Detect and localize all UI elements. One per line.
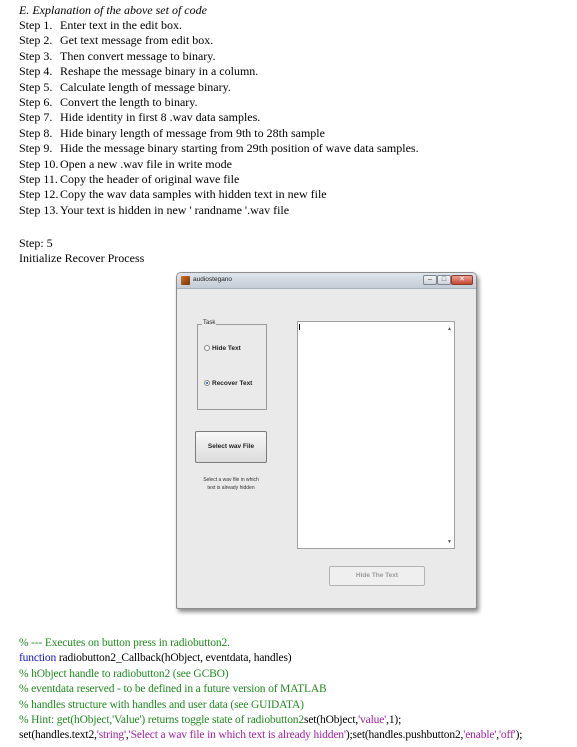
radio-hide-text[interactable] <box>204 345 241 352</box>
maximize-icon[interactable]: □ <box>437 275 451 285</box>
step-text: Copy the wav data samples with hidden text in new file <box>60 187 327 202</box>
close-icon[interactable]: ✕ <box>451 275 473 285</box>
step-item <box>19 126 419 141</box>
code-comment-line: % --- Executes on button press in radiobutton2. <box>19 637 230 649</box>
step-label: Step 7. <box>19 110 53 125</box>
step-label: Step 5. <box>19 79 53 94</box>
step-item <box>19 18 419 33</box>
step-text: Copy the header of original wave file <box>60 171 240 186</box>
text-caret <box>299 324 300 330</box>
step-label: Step 8. <box>19 125 53 140</box>
step5-label: Step: 5 <box>19 236 53 250</box>
code-set-line <box>19 728 522 743</box>
hint-line-2: text is already hidden <box>207 485 255 491</box>
step-text: Reshape the message binary in a column. <box>60 64 259 79</box>
code-string: 'string' <box>96 729 126 742</box>
code-comment-line: % eventdata reserved - to be defined in a future version of MATLAB <box>19 683 327 696</box>
scroll-down-icon[interactable]: ▼ <box>447 539 452 545</box>
select-wav-file-button[interactable]: Select wav File <box>195 431 267 463</box>
step-text: Calculate length of message binary. <box>60 79 231 94</box>
app-icon <box>181 276 190 285</box>
minimize-icon[interactable]: – <box>423 275 437 285</box>
title-bar[interactable] <box>177 273 476 289</box>
code-comment-line: % handles structure with handles and user data (see GUIDATA) <box>19 698 304 711</box>
step-text: Hide the message binary starting from 29th position of wave data samples. <box>60 141 419 156</box>
step-item <box>19 64 419 79</box>
step-label: Step 12. <box>19 187 59 202</box>
step-label: Step 2. <box>19 33 53 48</box>
step-text: Enter text in the edit box. <box>60 18 182 32</box>
step-text: Hide identity in first 8 .wav data samples. <box>60 110 261 125</box>
section-heading: E. Explanation of the above set of code <box>19 3 207 17</box>
code-function-line <box>19 651 522 666</box>
step-item <box>19 110 419 125</box>
radio-recover-text[interactable] <box>204 380 252 387</box>
step5-caption: Initialize Recover Process <box>19 251 145 266</box>
radio-unselected-icon <box>204 345 210 351</box>
step-label: Step 10. <box>19 156 59 171</box>
code-string: 'value' <box>358 713 387 726</box>
code-comment: % Hint: get(hObject,'Value') returns toggle state of radiobutton2 <box>19 713 305 726</box>
step-text: Open a new .wav file in write mode <box>60 156 232 171</box>
step-item <box>19 80 419 95</box>
step5-block <box>19 236 144 267</box>
code-keyword: function <box>19 652 57 665</box>
step-text: Hide binary length of message from 9th to 28th sample <box>60 125 325 140</box>
code-text: );set(handles.pushbutton2, <box>345 729 464 742</box>
step-item <box>19 172 419 187</box>
task-panel-label: Task <box>203 320 216 326</box>
code-comment-line: % hObject handle to radiobutton2 (see GCBO) <box>19 667 229 680</box>
step-label: Step 1. <box>19 18 53 32</box>
radio-selected-icon <box>204 380 210 386</box>
step-text: Then convert message to binary. <box>60 48 216 63</box>
code-text: , <box>496 729 499 742</box>
step-item <box>19 33 419 48</box>
step-item <box>19 95 419 110</box>
step-label: Step 9. <box>19 141 53 156</box>
step-item <box>19 157 419 172</box>
code-text: radiobutton2_Callback(hObject, eventdata, handles) <box>56 652 292 665</box>
step-item <box>19 203 419 218</box>
step-item <box>19 49 419 64</box>
code-string: 'Select a wav file in which text is already hidden' <box>128 729 346 742</box>
radio-hide-text-label: Hide Text <box>212 345 241 352</box>
code-text: set(handles.text2, <box>19 729 97 742</box>
radio-recover-text-label: Recover Text <box>212 380 253 387</box>
message-textarea[interactable] <box>297 321 455 549</box>
audiostegano-window <box>176 272 477 609</box>
step-label: Step 4. <box>19 64 53 79</box>
code-text: ,1); <box>386 713 402 726</box>
hide-the-text-button[interactable]: Hide The Text <box>329 566 425 586</box>
hint-line-1: Select a wav file in which <box>203 477 259 483</box>
window-title: audiostegano <box>193 276 233 283</box>
step-label: Step 13. <box>19 202 59 217</box>
step-text: Convert the length to binary. <box>60 94 198 109</box>
task-panel <box>197 320 267 410</box>
step-item <box>19 187 419 202</box>
code-block <box>19 636 522 744</box>
code-text: set(hObject, <box>304 713 359 726</box>
step-text: Your text is hidden in new ' randname '.wav file <box>60 202 290 217</box>
code-string: 'off' <box>498 729 516 742</box>
step-label: Step 6. <box>19 94 53 109</box>
code-text: , <box>125 729 129 742</box>
steps-list <box>19 18 419 218</box>
code-string: 'enable' <box>463 729 497 742</box>
step-text: Get text message from edit box. <box>60 33 214 48</box>
code-mixed-line <box>19 713 522 728</box>
step-item <box>19 141 419 156</box>
step-label: Step 11. <box>19 171 58 186</box>
hint-text <box>192 476 270 492</box>
step-label: Step 3. <box>19 48 53 63</box>
code-text: ); <box>515 729 523 742</box>
scroll-up-icon[interactable]: ▲ <box>447 326 452 332</box>
